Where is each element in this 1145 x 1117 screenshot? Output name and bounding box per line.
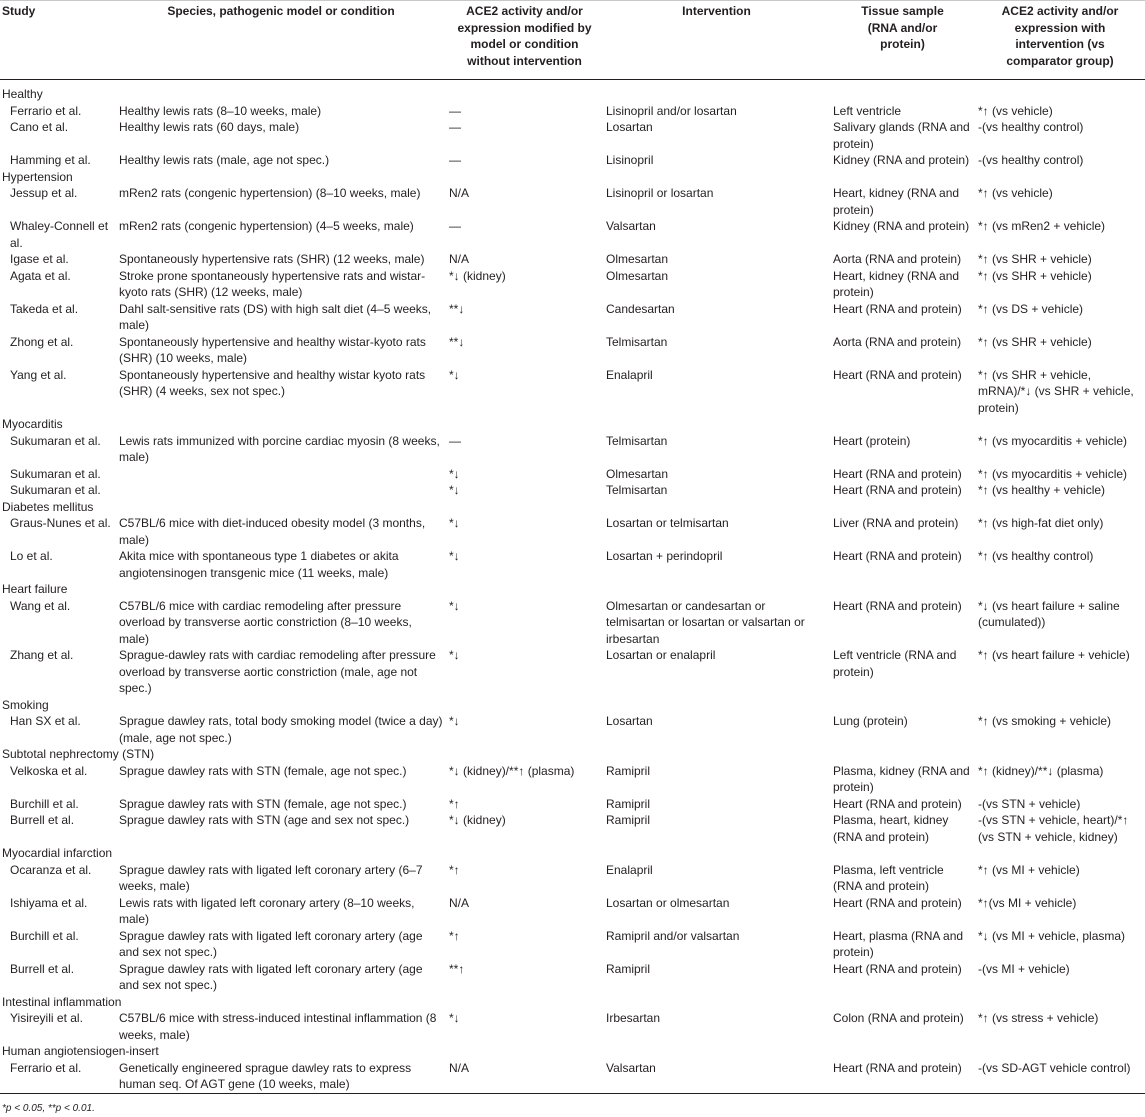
intervention-cell: Lisinopril <box>606 153 654 167</box>
group-row <box>0 416 1145 433</box>
group-title: Human angiotensiogen-insert <box>2 1044 159 1058</box>
intervention-cell: Ramipril <box>606 813 651 827</box>
group-title: Heart failure <box>2 582 68 596</box>
table-row <box>0 301 1145 334</box>
study-cell: Hamming et al. <box>10 153 91 167</box>
ace2-without-cell: — <box>449 433 461 448</box>
intervention-cell: Ramipril and/or valsartan <box>606 928 740 943</box>
ace2-without-cell: N/A <box>449 252 470 266</box>
group-title: Diabetes mellitus <box>2 499 94 514</box>
table-row <box>0 647 1145 697</box>
table-row <box>0 119 1145 152</box>
ace2-without-cell: *↓ <box>449 466 460 481</box>
species-cell: Dahl salt-sensitive rats (DS) with high salt diet (4–5 weeks, male) <box>119 301 432 332</box>
species-cell: Sprague dawley rats with STN (age and sex not spec.) <box>119 813 410 827</box>
ace2-with-cell: -(vs STN + vehicle, heart)/*↑ (vs STN + vehicle, kidney) <box>978 813 1129 844</box>
study-cell: Velkoska et al. <box>10 763 88 778</box>
ace2-without-cell: *↓ <box>449 549 460 563</box>
ace2-with-cell: *↑ (vs mRen2 + vehicle) <box>978 219 1106 233</box>
intervention-cell: Losartan or olmesartan <box>606 895 730 910</box>
species-cell: Lewis rats immunized with porcine cardiac myosin (8 weeks, male) <box>119 433 440 464</box>
intervention-cell: Losartan <box>606 714 653 728</box>
group-title: Intestinal inflammation <box>2 994 122 1009</box>
ace2-without-cell: — <box>449 120 461 134</box>
species-cell: Spontaneously hypertensive and healthy wistar-kyoto rats (SHR) (10 weeks, male) <box>119 334 426 365</box>
group-row <box>0 994 1145 1011</box>
species-cell: Sprague dawley rats, total body smoking model (twice a day) (male, age not spec.) <box>119 714 443 745</box>
ace2-without-cell: N/A <box>449 895 470 910</box>
ace2-without-cell: *↓ (kidney)/**↑ (plasma) <box>449 763 575 778</box>
ace2-with-cell: *↑ (vs healthy control) <box>978 549 1094 563</box>
study-cell: Burrell et al. <box>10 813 75 827</box>
group-row <box>0 581 1145 598</box>
tissue-cell: Salivary glands (RNA and protein) <box>833 120 970 151</box>
intervention-cell: Olmesartan <box>606 466 669 481</box>
species-cell <box>116 466 446 483</box>
table-row <box>0 185 1145 218</box>
header-ace2-with: ACE2 activity and/or expression with intervention (vs comparator group) <box>975 1 1145 80</box>
study-cell: Igase et al. <box>10 252 69 266</box>
group-title: Smoking <box>2 697 49 712</box>
intervention-cell: Telmisartan <box>606 433 668 448</box>
species-cell: Akita mice with spontaneous type 1 diabetes or akita angiotensinogen transgenic mice (11 weeks, male) <box>119 549 399 580</box>
intervention-cell: Losartan or telmisartan <box>606 516 729 530</box>
ace2-without-cell: *↓ <box>449 1011 460 1025</box>
tissue-cell: Heart, kidney (RNA and protein) <box>833 268 960 299</box>
table-row <box>0 1060 1145 1094</box>
study-cell: Wang et al. <box>10 598 71 613</box>
ace2-with-cell: *↑ (vs stress + vehicle) <box>978 1011 1099 1025</box>
group-title: Myocarditis <box>2 417 63 431</box>
ace2-without-cell: — <box>449 103 461 118</box>
tissue-cell: Heart (RNA and protein) <box>833 895 962 910</box>
ace2-with-cell: *↑ (vs SHR + vehicle) <box>978 268 1092 283</box>
intervention-cell: Telmisartan <box>606 334 668 349</box>
study-cell: Cano et al. <box>10 120 69 134</box>
study-cell: Agata et al. <box>10 268 71 283</box>
study-cell: Han SX et al. <box>10 714 81 728</box>
table-row <box>0 268 1145 301</box>
species-cell: Sprague dawley rats with STN (female, age not spec.) <box>119 796 407 811</box>
intervention-cell: Olmesartan or candesartan or telmisartan or losartan or valsartan or irbesartan <box>606 598 805 646</box>
tissue-cell: Left ventricle (RNA and protein) <box>833 648 957 679</box>
ace2-without-cell: N/A <box>446 1060 603 1094</box>
ace2-with-cell: *↓ (vs MI + vehicle, plasma) <box>978 928 1126 943</box>
ace2-with-cell: *↑ (vs myocarditis + vehicle) <box>978 433 1128 448</box>
table-row <box>0 482 1145 499</box>
ace2-without-cell: *↓ <box>449 367 460 382</box>
ace2-without-cell: *↓ <box>449 516 460 530</box>
tissue-cell: Left ventricle <box>833 103 902 118</box>
intervention-cell: Ramipril <box>606 961 651 976</box>
intervention-cell: Ramipril <box>606 796 651 811</box>
ace2-without-cell: **↓ <box>449 301 465 316</box>
tissue-cell: Liver (RNA and protein) <box>833 516 959 530</box>
table-row <box>0 796 1145 813</box>
ace2-without-cell: — <box>449 219 461 233</box>
ace2-with-cell: *↑(vs MI + vehicle) <box>978 895 1077 910</box>
group-row <box>0 169 1145 186</box>
intervention-cell: Losartan + perindopril <box>606 549 723 563</box>
tissue-cell: Kidney (RNA and protein) <box>833 219 970 233</box>
group-row <box>0 746 1145 763</box>
group-title: Healthy <box>2 87 43 101</box>
study-cell: Takeda et al. <box>10 301 79 316</box>
intervention-cell: Enalapril <box>606 862 653 877</box>
species-cell: Sprague-dawley rats with cardiac remodeling after pressure overload by transverse aortic constriction (male, age not spec.) <box>119 648 436 695</box>
group-title: Subtotal nephrectomy (STN) <box>2 747 155 761</box>
study-cell: Jessup et al. <box>10 186 78 200</box>
ace2-without-cell: *↓ <box>449 714 460 728</box>
header-ace2-without: ACE2 activity and/or expression modified by model or condition without intervention <box>446 1 603 80</box>
study-cell: Yang et al. <box>10 367 67 382</box>
species-cell: Stroke prone spontaneously hypertensive rats and wistar-kyoto rats (SHR) (12 weeks, male) <box>119 268 426 299</box>
header-species: Species, pathogenic model or condition <box>116 1 446 80</box>
ace2-without-cell: N/A <box>449 186 470 200</box>
ace2-with-cell: *↑ (vs DS + vehicle) <box>978 301 1084 316</box>
ace2-with-cell: *↑ (vs healthy + vehicle) <box>978 483 1106 497</box>
study-cell: Burchill et al. <box>10 928 79 943</box>
group-title: Myocardial infarction <box>2 846 113 860</box>
header-study: Study <box>0 1 116 80</box>
intervention-cell: Losartan or enalapril <box>606 648 716 662</box>
group-title: Hypertension <box>2 169 73 184</box>
ace2-with-cell: -(vs SD-AGT vehicle control) <box>975 1060 1145 1094</box>
species-cell: Sprague dawley rats with ligated left coronary artery (age and sex not spec.) <box>119 961 423 992</box>
intervention-cell: Lisinopril or losartan <box>606 186 714 200</box>
table-row <box>0 598 1145 648</box>
tissue-cell: Kidney (RNA and protein) <box>833 153 970 167</box>
header-intervention: Intervention <box>603 1 830 80</box>
intervention-cell: Losartan <box>606 120 653 134</box>
study-cell: Zhang et al. <box>10 648 74 662</box>
table-body <box>0 80 1145 1094</box>
intervention-cell: Telmisartan <box>606 483 668 497</box>
tissue-cell: Colon (RNA and protein) <box>833 1011 964 1025</box>
table-row <box>0 433 1145 466</box>
ace2-with-cell: *↑ (vs vehicle) <box>978 103 1053 118</box>
tissue-cell: Plasma, kidney (RNA and protein) <box>833 763 970 794</box>
intervention-cell: Valsartan <box>606 219 656 233</box>
ace2-with-cell: -(vs STN + vehicle) <box>978 796 1081 811</box>
intervention-cell: Ramipril <box>606 763 651 778</box>
tissue-cell: Heart (RNA and protein) <box>833 961 962 976</box>
table-row <box>0 548 1145 581</box>
table-row <box>0 763 1145 796</box>
study-cell: Sukumaran et al. <box>10 483 101 497</box>
tissue-cell: Heart, plasma (RNA and protein) <box>833 928 964 959</box>
ace2-with-cell: *↑ (vs MI + vehicle) <box>978 862 1080 877</box>
species-cell: Sprague dawley rats with STN (female, age not spec.) <box>119 763 407 778</box>
table-row <box>0 103 1145 120</box>
tissue-cell: Aorta (RNA and protein) <box>833 334 962 349</box>
ace2-with-cell: -(vs MI + vehicle) <box>978 961 1070 976</box>
header-tissue: Tissue sample (RNA and/or protein) <box>830 1 975 80</box>
study-cell: Burrell et al. <box>10 961 75 976</box>
species-cell: C57BL/6 mice with cardiac remodeling after pressure overload by transverse aortic constriction (8–10 weeks, male) <box>119 598 412 646</box>
ace2-without-cell: *↓ <box>449 648 460 662</box>
tissue-cell: Lung (protein) <box>833 714 908 728</box>
study-cell: Sukumaran et al. <box>10 466 101 481</box>
species-cell: C57BL/6 mice with stress-induced intestinal inflammation (8 weeks, male) <box>119 1011 437 1042</box>
study-cell: Ocaranza et al. <box>10 862 92 877</box>
study-cell: Yisireyili et al. <box>10 1011 83 1025</box>
group-row <box>0 1043 1145 1060</box>
study-cell: Burchill et al. <box>10 796 79 811</box>
group-row <box>0 697 1145 714</box>
tissue-cell: Plasma, heart, kidney (RNA and protein) <box>833 813 949 844</box>
intervention-cell: Lisinopril and/or losartan <box>606 103 737 118</box>
intervention-cell: Candesartan <box>606 301 675 316</box>
group-row <box>0 845 1145 862</box>
tissue-cell: Heart, kidney (RNA and protein) <box>833 186 960 217</box>
intervention-cell: Enalapril <box>606 367 653 382</box>
table-row <box>0 895 1145 928</box>
table-header <box>0 1 1145 80</box>
study-cell: Ishiyama et al. <box>10 895 88 910</box>
tissue-cell: Heart (RNA and protein) <box>833 796 962 811</box>
ace2-with-cell: *↑ (vs high-fat diet only) <box>978 516 1104 530</box>
tissue-cell: Heart (RNA and protein) <box>830 1060 975 1094</box>
tissue-cell: Heart (RNA and protein) <box>833 598 962 613</box>
ace2-without-cell: *↓ <box>449 483 460 497</box>
table-row <box>0 928 1145 961</box>
ace2-without-cell: *↑ <box>449 862 460 877</box>
ace2-with-cell: -(vs healthy control) <box>978 120 1084 134</box>
ace2-with-cell: *↑ (vs heart failure + vehicle) <box>978 648 1130 662</box>
ace2-with-cell: -(vs healthy control) <box>978 153 1084 167</box>
species-cell: Sprague dawley rats with ligated left coronary artery (6–7 weeks, male) <box>119 862 423 893</box>
tissue-cell: Heart (RNA and protein) <box>833 301 962 316</box>
tissue-cell: Heart (RNA and protein) <box>833 483 962 497</box>
ace2-with-cell: *↑ (vs smoking + vehicle) <box>978 714 1112 728</box>
study-cell: Graus-Nunes et al. <box>10 516 111 530</box>
species-cell: Healthy lewis rats (male, age not spec.) <box>119 153 330 167</box>
table-row <box>0 466 1145 483</box>
table-row <box>0 862 1145 895</box>
ace2-without-cell: *↑ <box>449 928 460 943</box>
ace2-with-cell: *↓ (vs heart failure + saline (cumulated)) <box>978 598 1120 629</box>
table-row <box>0 251 1145 268</box>
ace2-without-cell: *↓ (kidney) <box>449 813 506 827</box>
group-row <box>0 86 1145 103</box>
intervention-cell: Valsartan <box>603 1060 830 1094</box>
ace2-with-cell: *↑ (vs myocarditis + vehicle) <box>978 466 1128 481</box>
table-row <box>0 367 1145 417</box>
tissue-cell: Heart (RNA and protein) <box>833 549 962 563</box>
ace2-without-cell: *↓ (kidney) <box>449 268 506 283</box>
study-cell: Whaley-Connell et al. <box>10 219 109 250</box>
table-row <box>0 152 1145 169</box>
ace2-without-cell: **↓ <box>449 334 465 349</box>
ace2-with-cell: *↑ (vs SHR + vehicle) <box>978 252 1092 266</box>
species-cell: Spontaneously hypertensive rats (SHR) (12 weeks, male) <box>119 252 425 266</box>
intervention-cell: Olmesartan <box>606 268 669 283</box>
intervention-cell: Olmesartan <box>606 252 669 266</box>
table-row <box>0 1010 1145 1043</box>
table-row <box>0 218 1145 251</box>
study-cell: Sukumaran et al. <box>10 433 101 448</box>
study-cell: Zhong et al. <box>10 334 74 349</box>
species-cell: Healthy lewis rats (8–10 weeks, male) <box>119 103 322 118</box>
tissue-cell: Aorta (RNA and protein) <box>833 252 962 266</box>
footnote: *p < 0.05, **p < 0.01. <box>2 1103 95 1114</box>
species-cell: Lewis rats with ligated left coronary artery (8–10 weeks, male) <box>119 895 415 926</box>
ace2-without-cell: *↑ <box>449 796 460 811</box>
ace2-with-cell: *↑ (vs vehicle) <box>978 186 1053 200</box>
table-row <box>0 713 1145 746</box>
study-cell: Lo et al. <box>10 549 53 563</box>
table-row <box>0 515 1145 548</box>
species-cell: C57BL/6 mice with diet-induced obesity model (3 months, male) <box>119 516 426 547</box>
study-cell: Ferrario et al. <box>0 1060 116 1094</box>
table-row <box>0 961 1145 994</box>
study-cell: Ferrario et al. <box>10 103 82 118</box>
tissue-cell: Heart (RNA and protein) <box>833 367 962 382</box>
tissue-cell: Heart (protein) <box>833 433 911 448</box>
ace2-without-cell: — <box>449 153 461 167</box>
species-cell <box>116 482 446 499</box>
table-row <box>0 334 1145 367</box>
ace2-with-cell: *↑ (vs SHR + vehicle) <box>978 334 1092 349</box>
ace2-with-cell: *↑ (kidney)/**↓ (plasma) <box>978 763 1104 778</box>
table-row <box>0 812 1145 845</box>
species-cell: Spontaneously hypertensive and healthy wistar kyoto rats (SHR) (4 weeks, sex not spec.) <box>119 367 426 398</box>
species-cell: Sprague dawley rats with ligated left coronary artery (age and sex not spec.) <box>119 928 423 959</box>
ace2-without-cell: **↑ <box>449 961 465 976</box>
species-cell: mRen2 rats (congenic hypertension) (4–5 weeks, male) <box>119 219 414 233</box>
ace2-without-cell: *↓ <box>449 598 460 613</box>
intervention-cell: Irbesartan <box>606 1011 661 1025</box>
tissue-cell: Heart (RNA and protein) <box>833 466 962 481</box>
species-cell: mRen2 rats (congenic hypertension) (8–10 weeks, male) <box>119 186 421 200</box>
group-row <box>0 499 1145 516</box>
species-cell: Genetically engineered sprague dawley rats to express human seq. Of AGT gene (10 weeks, male) <box>116 1060 446 1094</box>
ace2-with-cell: *↑ (vs SHR + vehicle, mRNA)/*↓ (vs SHR + vehicle, protein) <box>978 367 1134 415</box>
species-cell: Healthy lewis rats (60 days, male) <box>119 120 300 134</box>
tissue-cell: Plasma, left ventricle (RNA and protein) <box>833 862 944 893</box>
